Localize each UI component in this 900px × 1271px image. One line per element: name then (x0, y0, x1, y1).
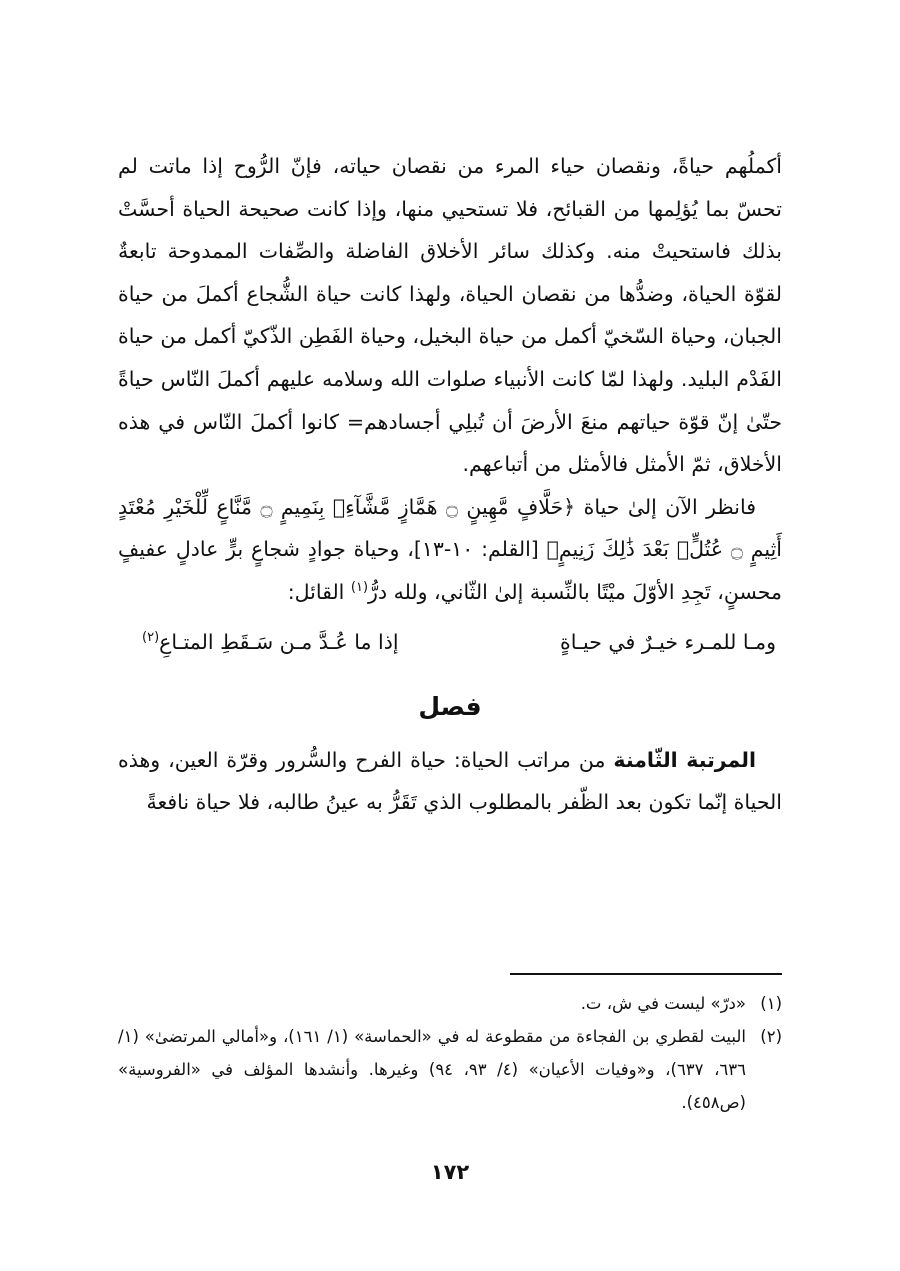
section-text (118, 739, 782, 824)
paragraph-2-end: القائل: (287, 579, 351, 604)
footnote-number: (١) (760, 994, 782, 1013)
paragraph-1: أكملُهم حياةً، ونقصان حياء المرء من نقصان حياته، فإنّ الرُّوح إذا ماتت لم تحسّ بما يُؤلِمها من القبائح، فلا تستحيي منها، وإذا كانت صحيحة الحياة أحسَّتْ بذلك فاستحيتْ منه. وكذلك سائر الأخلاق الفاضلة والصِّفات الممدوحة تابعةٌ لقوّة الحياة، وضدُّها من نقصان الحياة، ولهذا كانت حياة الشُّجاع أكملَ من حياة الجبان، وحياة السّخيّ أكمل من حياة البخيل، وحياة الفَطِن الذّكيّ أكمل من حياة الفَدْم البليد. ولهذا لمّا كانت الأنبياء صلوات الله وسلامه عليهم أكملَ النّاس حياةً حتّىٰ إنّ قوّة حياتهم منعَ الأرضَ أن تُبلِي أجسادهم= كانوا أكملَ النّاس في هذه الأخلاق، ثمّ الأمثل فالأمثل من أتباعهم. (117, 154, 782, 477)
verse-first-hemistich: ومـا للمـرء خيـرٌ في حيـاةٍ (560, 629, 776, 654)
page-number: ١٧٢ (430, 1160, 470, 1184)
footnote-text: «درّ» ليست في ش، ت. (580, 994, 746, 1013)
page-body (118, 145, 782, 824)
paragraph-2-intro: فانظر الآن إلىٰ حياة (583, 494, 756, 519)
paragraph-3 (118, 739, 782, 824)
verse-second-text: إذا ما عُـدَّ مـن سَـقَطِ المتـاعِ (159, 629, 399, 654)
section-body: من مراتب الحياة: حياة الفرح والسُّرور وقرّة العين، وهذه الحياة إنّما تكون بعد الظّفر بالمطلوب الذي تَقَرُّ به عينُ طالبه، فلا حياة نافعةً (118, 747, 782, 815)
poetry-verse (118, 620, 782, 664)
footnote-item (118, 1020, 782, 1119)
footnotes (118, 987, 782, 1119)
footnote-number: (٢) (760, 1027, 782, 1046)
footnote-item (118, 987, 782, 1020)
paragraph-2 (118, 486, 782, 614)
quran-quote: ﴿حَلَّافٍ مَّهِينٍ ۝ هَمَّازٍ مَّشَّآءِۭ بِنَمِيمٍ ۝ مَّنَّاعٍ لِّلْخَيْرِ مُعْتَدٍ أَثِيمٍ ۝ عُتُلٍّۭ بَعْدَ ذَٰلِكَ زَنِيمٍ﴾ (118, 494, 782, 562)
footnote-marker-1[interactable]: (١) (350, 580, 369, 596)
footnote-text: البيت لقطري بن الفجاءة من مقطوعة له في «الحماسة» (١/ ١٦١)، و«أمالي المرتضىٰ» (١/ ٦٣٦، ٦٣٧)، و«وفيات الأعيان» (٤/ ٩٣، ٩٤) وغيرها. وأنشدها المؤلف في «الفروسية» (ص٤٥٨). (118, 1027, 746, 1112)
section-lead: المرتبة الثّامنة (613, 747, 757, 772)
quran-reference: [القلم: ١٠-١٣] (413, 537, 539, 562)
verse-second-hemistich (142, 620, 399, 664)
main-text (118, 145, 782, 614)
footnote-marker-2[interactable]: (٢) (142, 629, 160, 645)
footnote-divider (510, 973, 782, 975)
paragraph-2-rest: ، وحياة جوادٍ شجاعٍ برٍّ عادلٍ عفيفٍ محسنٍ، تَجِدِ الأوّلَ ميْتًا بالنِّسبة إلىٰ الثّاني، ولله درُّ (118, 537, 782, 604)
section-title: فصل (418, 691, 482, 721)
